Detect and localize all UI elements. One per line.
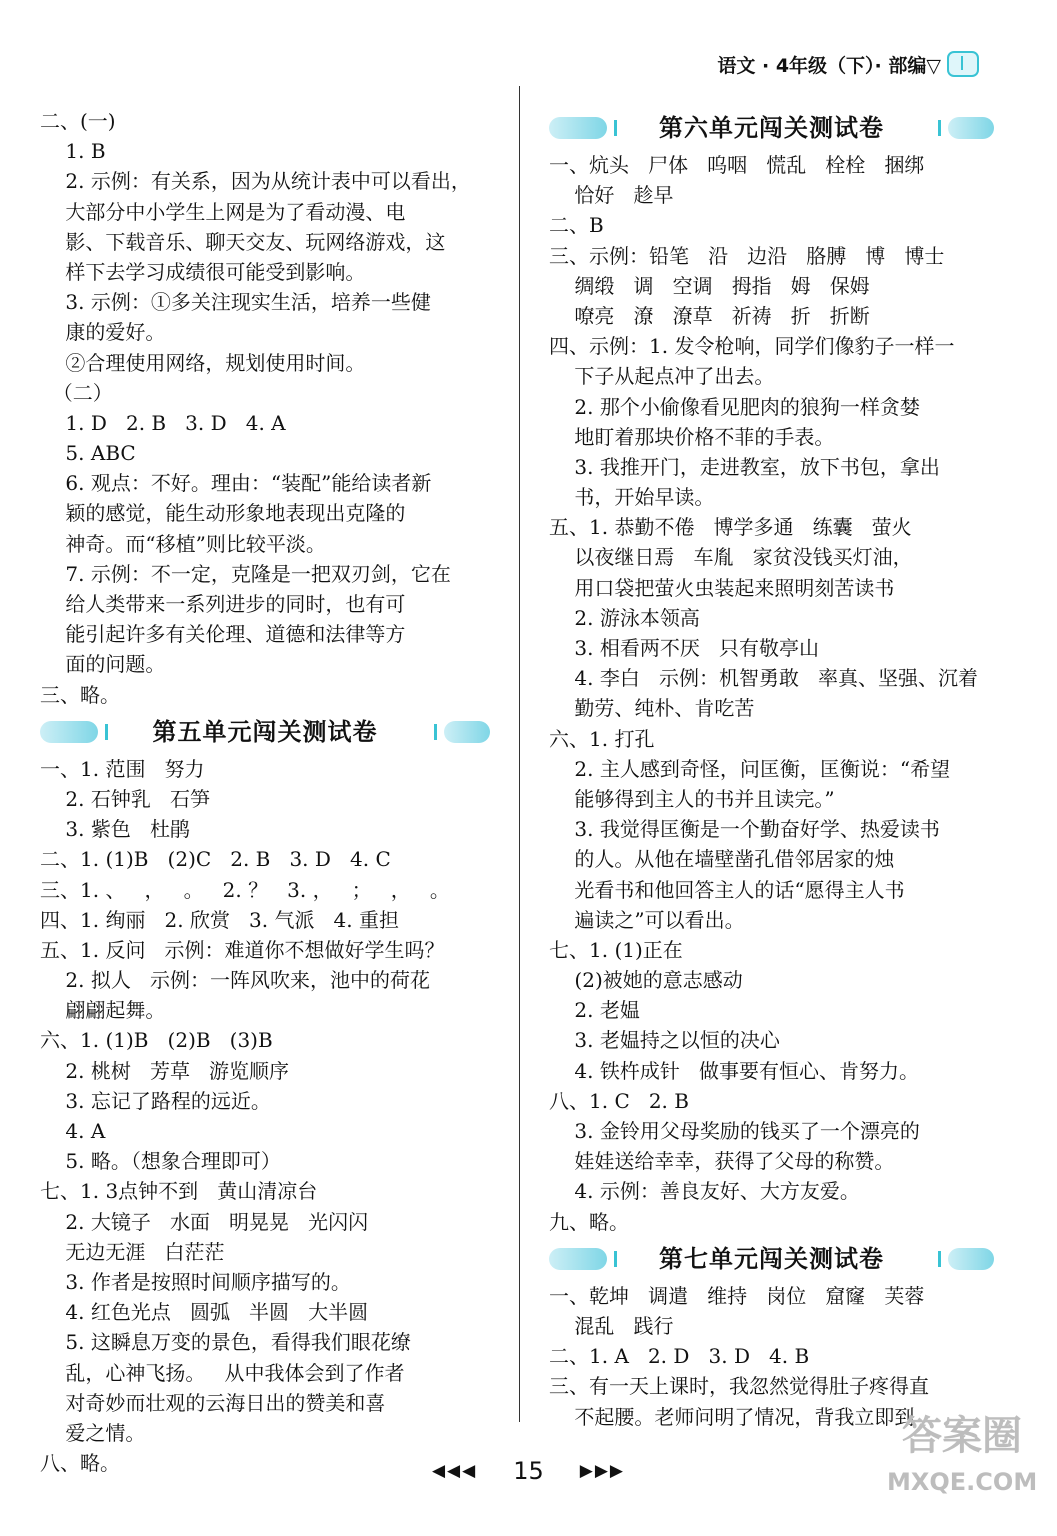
answer-line: 一、乾坤 调遣 维持 岗位 窟窿 芙蓉 bbox=[549, 1283, 925, 1308]
answer-line: 二、1. A 2. D 3. D 4. B bbox=[549, 1344, 810, 1369]
answer-line: 1. D 2. B 3. D 4. A bbox=[40, 410, 286, 435]
answer-line: 影、下载音乐、聊天交友、玩网络游戏，这 bbox=[40, 229, 446, 254]
answer-line: 光看书和他回答主人的话“愿得主人书 bbox=[549, 877, 905, 902]
title-decoration-right bbox=[948, 117, 994, 139]
answer-line: 能引起许多有关伦理、道德和法律等方 bbox=[40, 622, 406, 647]
answer-line: 爱之情。 bbox=[40, 1420, 146, 1445]
answer-line: 乱，心神飞扬。 从中我体会到了作者 bbox=[40, 1360, 405, 1385]
answer-line: 2. 示例：有关系，因为从统计表中可以看出， bbox=[40, 169, 471, 194]
answer-line: 4. 示例：善良友好、大方友爱。 bbox=[549, 1179, 860, 1204]
answer-line: 4. 李白 示例：机智勇敢 率真、坚强、沉着 bbox=[549, 666, 979, 691]
answer-line: 2. 桃树 芳草 游览顺序 bbox=[40, 1058, 290, 1083]
answer-line: 混乱 践行 bbox=[549, 1313, 674, 1338]
answer-line: 3. 忘记了路程的远近。 bbox=[40, 1088, 271, 1113]
page-header bbox=[717, 48, 979, 80]
answer-line: 三、示例：铅笔 沿 边沿 胳膊 博 博士 bbox=[549, 243, 945, 268]
prev-page-arrows-icon[interactable]: ◀◀◀ bbox=[431, 1461, 478, 1481]
answer-line: 3. 相看两不厌 只有敬亭山 bbox=[549, 636, 819, 660]
answer-line: 6. 观点：不好。理由：“装配”能给读者新 bbox=[40, 471, 432, 496]
answer-line: 二、B bbox=[549, 213, 604, 238]
answer-line: 无边无涯 白茫茫 bbox=[40, 1239, 225, 1264]
answer-line: 八、略。 bbox=[40, 1451, 120, 1476]
title-decoration-left bbox=[40, 721, 98, 743]
section-title-text: 第七单元闯关测试卷 bbox=[659, 1244, 884, 1273]
answer-line: 五、1. 反问 示例：难道你不想做好学生吗？ bbox=[40, 937, 445, 962]
answer-line: 7. 示例：不一定，克隆是一把双刃剑，它在 bbox=[40, 561, 451, 586]
section-title bbox=[40, 712, 490, 752]
answer-line: 不起腰。老师问明了情况，背我立即到 bbox=[549, 1404, 915, 1429]
answer-line: 遍读之”可以看出。 bbox=[549, 907, 745, 932]
answer-line: 下子从起点冲了出去。 bbox=[549, 364, 775, 389]
answer-line: 四、示例：1. 发令枪响，同学们像豹子一样一 bbox=[549, 334, 955, 359]
answer-line: 恰好 趁早 bbox=[549, 183, 674, 208]
answer-line: 3. 作者是按照时间顺序描写的。 bbox=[40, 1269, 351, 1294]
answer-line: 六、1. (1)B (2)B (3)B bbox=[40, 1028, 273, 1053]
answer-line: 三、略。 bbox=[40, 682, 120, 707]
answer-line: 用口袋把萤火虫装起来照明刻苦读书 bbox=[549, 575, 895, 600]
title-decoration-left bbox=[549, 1248, 607, 1270]
right-column bbox=[549, 106, 994, 1432]
answer-line: 二、1. (1)B (2)C 2. B 3. D 4. C bbox=[40, 847, 391, 872]
answer-line: 四、1. 绚丽 2. 欣赏 3. 气派 4. 重担 bbox=[40, 907, 399, 932]
answer-line: 面的问题。 bbox=[40, 652, 166, 677]
answer-line: 5. 略。（想象合理即可） bbox=[40, 1149, 281, 1174]
answer-line: ②合理使用网络，规划使用时间。 bbox=[40, 350, 366, 375]
answer-line: 2. 拟人 示例：一阵风吹来，池中的荷花 bbox=[40, 968, 430, 993]
answer-line: 2. 大镜子 水面 明晃晃 光闪闪 bbox=[40, 1209, 369, 1234]
answer-line: 娃娃送给幸幸，获得了父母的称赞。 bbox=[549, 1149, 895, 1174]
answer-line: 翩翩起舞。 bbox=[40, 998, 166, 1023]
answer-line: 五、1. 恭勤不倦 博学多通 练囊 萤火 bbox=[549, 515, 912, 540]
watermark-top-text: 答案圈 bbox=[902, 1413, 1022, 1459]
answer-line: 能够得到主人的书并且读完。” bbox=[549, 786, 835, 811]
watermark-bottom-text: MXQE.COM bbox=[887, 1468, 1038, 1496]
answer-line: 对奇妙而壮观的云海日出的赞美和喜 bbox=[40, 1390, 386, 1415]
title-decoration-right bbox=[444, 721, 490, 743]
answer-line: 3. 老媪持之以恒的决心 bbox=[549, 1028, 780, 1053]
answer-line: 3. 我推开门，走进教室，放下书包，拿出 bbox=[549, 454, 940, 479]
answer-line: 2. 主人感到奇怪，问匡衡，匡衡说：“希望 bbox=[549, 756, 951, 781]
answer-line: 勤劳、纯朴、肯吃苦 bbox=[549, 696, 755, 721]
answer-line: 嘹亮 潦 潦草 祈祷 折 折断 bbox=[549, 303, 870, 328]
answer-line: 一、1. 范围 努力 bbox=[40, 756, 205, 781]
answer-line: 2. 游泳本领高 bbox=[549, 605, 700, 630]
section-title-text: 第五单元闯关测试卷 bbox=[152, 717, 378, 746]
answer-line: 2. 石钟乳 石笋 bbox=[40, 786, 210, 811]
answer-line: 3. 我觉得匡衡是一个勤奋好学、热爱读书 bbox=[549, 817, 940, 842]
answer-line: 3. 金铃用父母奖励的钱买了一个漂亮的 bbox=[549, 1119, 920, 1143]
answer-line: 5. 这瞬息万变的景色，看得我们眼花缭 bbox=[40, 1330, 411, 1355]
answer-line: 地盯着那块价格不菲的手表。 bbox=[549, 424, 835, 449]
answer-line: 3. 示例：①多关注现实生活，培养一些健 bbox=[40, 290, 431, 315]
answer-line: 三、有一天上课时，我忽然觉得肚子疼得直 bbox=[549, 1374, 929, 1399]
section-title bbox=[549, 108, 994, 148]
answer-line: 以夜继日焉 车胤 家贫没钱买灯油， bbox=[549, 545, 913, 570]
section-title-text: 第六单元闯关测试卷 bbox=[659, 113, 884, 142]
title-decoration-left bbox=[549, 117, 607, 139]
answer-line: 大部分中小学生上网是为了看动漫、电 bbox=[40, 199, 406, 224]
answer-line: 2. 老媪 bbox=[549, 998, 640, 1023]
left-column bbox=[40, 106, 490, 1478]
answer-line: 的人。从他在墙壁凿孔借邻居家的烛 bbox=[549, 847, 895, 872]
book-icon bbox=[947, 51, 979, 77]
page-number: 15 bbox=[513, 1457, 544, 1485]
answer-line: 八、1. C 2. B bbox=[549, 1088, 689, 1113]
answer-line: 七、1. (1)正在 bbox=[549, 937, 683, 962]
answer-line: 康的爱好。 bbox=[40, 320, 166, 345]
answer-line: 3. 紫色 杜鹃 bbox=[40, 817, 190, 842]
answer-line: （二） bbox=[40, 380, 113, 405]
watermark-logo bbox=[887, 1408, 1037, 1518]
answer-line: 2. 那个小偷像看见肥肉的狼狗一样贪婪 bbox=[549, 394, 920, 419]
answer-line: 5. ABC bbox=[40, 441, 136, 466]
answer-line: 给人类带来一系列进步的同时，也有可 bbox=[40, 592, 406, 616]
answer-line: 样下去学习成绩很可能受到影响。 bbox=[40, 259, 366, 284]
answer-line: 九、略。 bbox=[549, 1209, 629, 1234]
answer-line: 七、1. 3点钟不到 黄山清凉台 bbox=[40, 1179, 318, 1204]
answer-line: 4. 红色光点 圆弧 半圆 大半圆 bbox=[40, 1300, 369, 1325]
answer-line: 书，开始早读。 bbox=[549, 485, 715, 510]
title-decoration-right bbox=[948, 1248, 994, 1270]
answer-line: 二、(一) bbox=[40, 109, 116, 133]
answer-line: (2)被她的意志感动 bbox=[549, 968, 743, 993]
answer-line: 三、1. 、 ， 。 2. ？ 3. ， ； ， 。 bbox=[40, 877, 450, 902]
header-title: 语文 · 4年级（下）· 部编▽ bbox=[717, 54, 941, 77]
answer-line: 六、1. 打孔 bbox=[549, 726, 655, 751]
section-title bbox=[549, 1239, 994, 1279]
answer-line: 4. A bbox=[40, 1119, 106, 1143]
answer-line: 一、炕头 尸体 呜咽 慌乱 栓栓 捆绑 bbox=[549, 153, 925, 177]
answer-line: 神奇。而“移植”则比较平淡。 bbox=[40, 531, 326, 556]
next-page-arrows-icon[interactable]: ▶▶▶ bbox=[579, 1461, 625, 1481]
answer-line: 1. B bbox=[40, 139, 106, 164]
answer-line: 4. 铁杵成针 做事要有恒心、肯努力。 bbox=[549, 1058, 919, 1083]
answer-line: 绸缎 调 空调 拇指 姆 保姆 bbox=[549, 273, 870, 298]
answer-line: 颖的感觉，能生动形象地表现出克隆的 bbox=[40, 501, 406, 526]
column-divider bbox=[519, 86, 520, 1422]
